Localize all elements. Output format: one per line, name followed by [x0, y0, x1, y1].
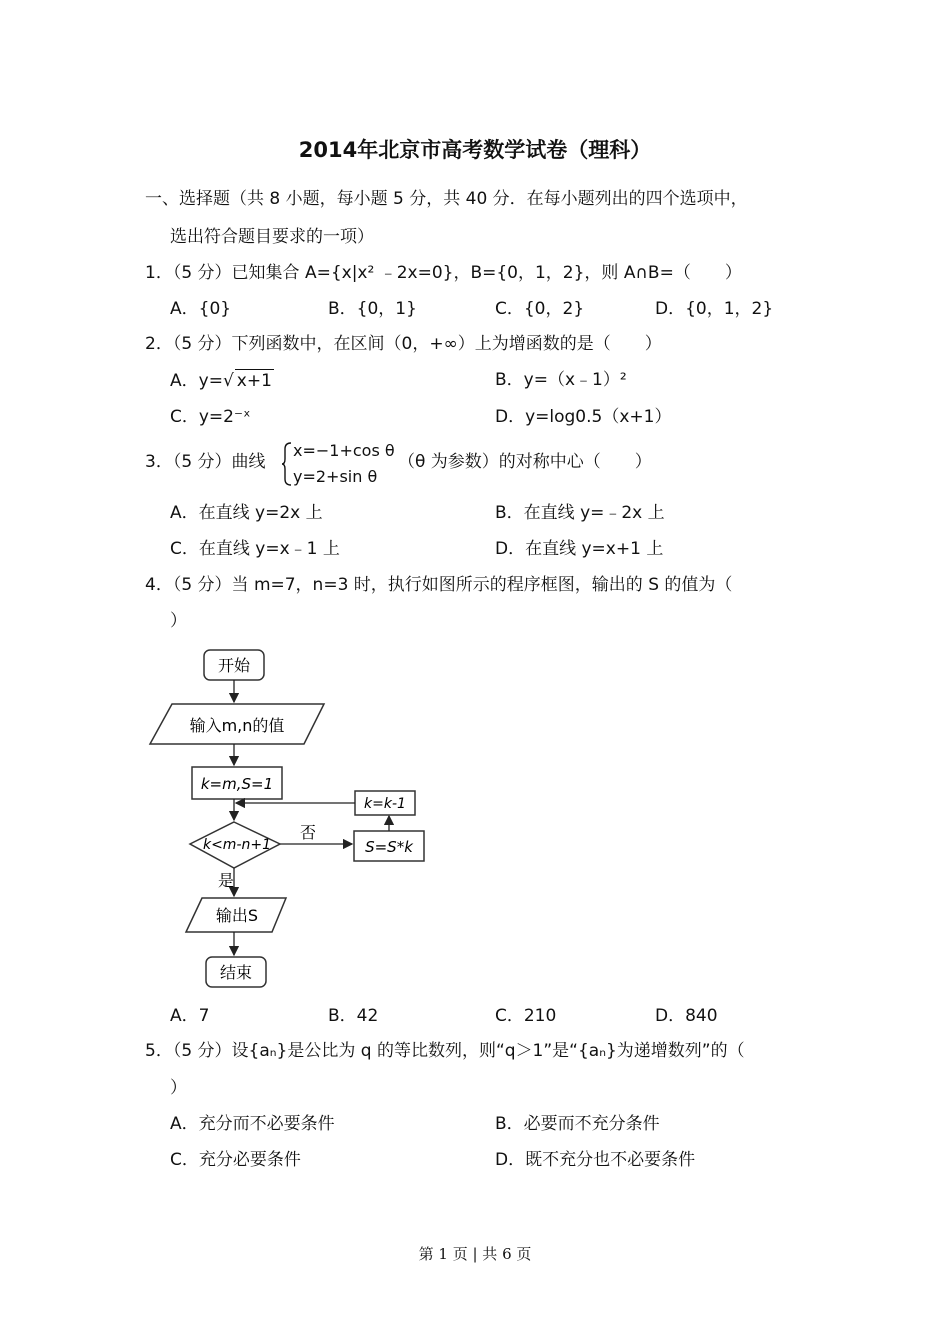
question-5-option-a: A．充分而不必要条件 [170, 1114, 335, 1134]
document-title: 2014年北京市高考数学试卷（理科） [298, 138, 652, 162]
sqrt-symbol: √ [222, 371, 234, 391]
question-1-option-b: B．{0，1} [328, 299, 417, 319]
flowchart-decision-text: k<m-n+1 [202, 837, 272, 853]
question-4-option-d: D．840 [655, 1006, 718, 1026]
question-2-option-a [170, 369, 274, 392]
question-1-option-a: A．{0} [170, 299, 232, 319]
section-heading-line1: 一、选择题（共 8 小题，每小题 5 分，共 40 分．在每小题列出的四个选项中， [145, 189, 748, 209]
flowchart-output-text: 输出S [215, 906, 259, 925]
program-flowchart [140, 640, 440, 995]
question-4-option-b: B．42 [328, 1006, 379, 1026]
question-3-system-line1: x=−1+cos θ [293, 441, 395, 460]
question-3-stem-prefix: 3．（5 分）曲线 [145, 452, 266, 472]
section-heading-line2: 选出符合题目要求的一项） [170, 227, 374, 247]
question-5-option-d: D．既不充分也不必要条件 [495, 1150, 696, 1170]
system-brace-icon [281, 441, 293, 487]
question-2-option-d: D．y=log0.5（x+1） [495, 407, 672, 427]
flowchart-start-text: 开始 [217, 656, 251, 675]
question-2-option-b: B．y=（x﹣1）² [495, 370, 627, 390]
question-4-option-c: C．210 [495, 1006, 557, 1026]
question-3-option-d: D．在直线 y=x+1 上 [495, 539, 664, 559]
question-4-stem-line1: 4．（5 分）当 m=7，n=3 时，执行如图所示的程序框图，输出的 S 的值为（ [145, 575, 733, 595]
question-1-option-c: C．{0，2} [495, 299, 585, 319]
question-2-stem: 2．（5 分）下列函数中，在区间（0，+∞）上为增函数的是（ ） [145, 334, 662, 354]
question-1-stem: 1．（5 分）已知集合 A={x|x² ﹣2x=0}，B={0，1，2}，则 A∩B=（ ） [145, 263, 742, 283]
question-4-stem-line2: ） [170, 611, 187, 631]
question-2-option-a-radicand: x+1 [236, 371, 272, 391]
flowchart-multiply-text: S=S*k [365, 838, 413, 856]
flowchart-no-label: 否 [299, 823, 317, 842]
page-footer: 第 1 页 | 共 6 页 [418, 1245, 532, 1263]
question-1-option-d: D．{0，1，2} [655, 299, 774, 319]
question-3-option-a: A．在直线 y=2x 上 [170, 503, 323, 523]
question-4-option-a: A．7 [170, 1006, 210, 1026]
flowchart-yes-label: 是 [217, 871, 235, 890]
flowchart-input-text: 输入m,n的值 [189, 716, 285, 735]
question-5-stem-line2: ） [170, 1078, 187, 1098]
flowchart-init-text: k=m,S=1 [200, 775, 274, 793]
flowchart-decrement-text: k=k-1 [364, 796, 406, 812]
question-5-stem-line1: 5．（5 分）设{aₙ}是公比为 q 的等比数列，则“q＞1”是“{aₙ}为递增数列”的（ [145, 1041, 745, 1061]
question-3-stem-suffix: （θ 为参数）的对称中心（ ） [398, 452, 652, 472]
question-3-option-b: B．在直线 y=﹣2x 上 [495, 503, 665, 523]
flowchart-end-text: 结束 [219, 963, 253, 982]
question-5-option-b: B．必要而不充分条件 [495, 1114, 660, 1134]
question-3-option-c: C．在直线 y=x﹣1 上 [170, 539, 340, 559]
question-5-option-c: C．充分必要条件 [170, 1150, 301, 1170]
question-2-option-a-prefix: A．y= [170, 371, 223, 391]
question-3-system-line2: y=2+sin θ [293, 467, 378, 486]
question-2-option-c: C．y=2⁻ˣ [170, 407, 251, 427]
